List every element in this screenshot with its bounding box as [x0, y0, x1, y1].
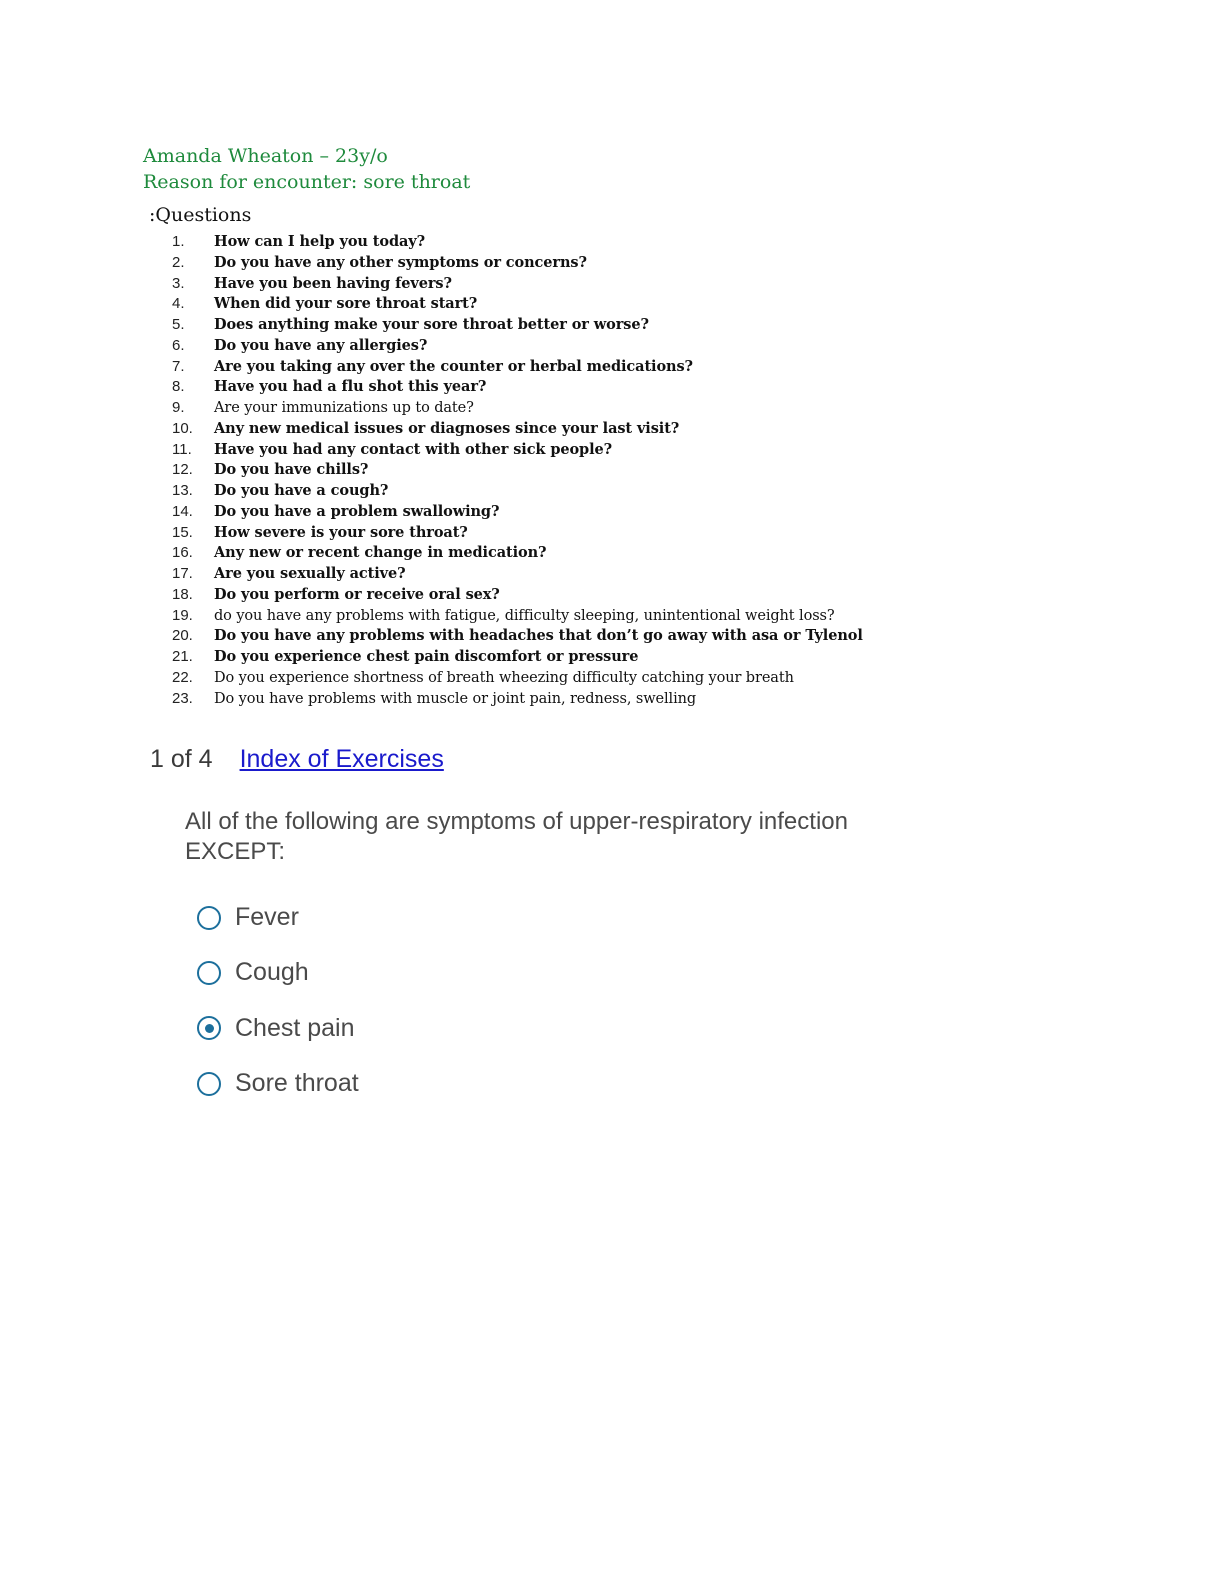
- radio-selected-icon[interactable]: [197, 1016, 221, 1040]
- question-item: [172, 606, 863, 627]
- patient-name-line: Amanda Wheaton – 23y/o: [143, 145, 388, 167]
- question-text: Do you have problems with muscle or joint pain, redness, swelling: [214, 690, 697, 707]
- question-number: 8.: [172, 378, 185, 396]
- question-item: [172, 253, 863, 274]
- question-item: [172, 585, 863, 606]
- patient-header: [143, 143, 470, 195]
- question-item: [172, 440, 863, 461]
- question-number: 16.: [172, 544, 193, 562]
- question-number: 14.: [172, 502, 193, 520]
- question-text: do you have any problems with fatigue, difficulty sleeping, unintentional weight loss?: [214, 607, 835, 624]
- answer-option-label: Chest pain: [235, 1013, 355, 1042]
- question-number: 1.: [172, 233, 185, 250]
- question-text: Are your immunizations up to date?: [214, 400, 474, 416]
- question-text: Have you been having fevers?: [214, 274, 452, 292]
- question-text: When did your sore throat start?: [214, 295, 478, 313]
- answer-option[interactable]: [197, 945, 359, 1000]
- question-number: 11.: [172, 440, 192, 458]
- question-text: Do you have a problem swallowing?: [214, 502, 500, 520]
- question-number: 23.: [172, 689, 193, 707]
- question-text: Do you have a cough?: [214, 482, 389, 499]
- question-item: [172, 523, 863, 544]
- answer-option-label: Sore throat: [235, 1069, 359, 1098]
- question-number: 15.: [172, 523, 193, 541]
- question-item: [172, 232, 863, 253]
- question-item: [172, 481, 863, 502]
- question-text: Does anything make your sore throat better or worse?: [214, 316, 649, 333]
- question-item: [172, 274, 863, 295]
- question-item: [172, 564, 863, 585]
- question-text: Do you have any problems with headaches that don’t go away with asa or Tylenol: [214, 627, 863, 645]
- question-text: Do you perform or receive oral sex?: [214, 585, 500, 603]
- answer-option[interactable]: [197, 1001, 359, 1056]
- question-number: 18.: [172, 585, 193, 603]
- question-number: 22.: [172, 668, 193, 686]
- question-item: [172, 315, 863, 336]
- questions-list: [172, 232, 863, 709]
- question-text: Are you taking any over the counter or herbal medications?: [214, 357, 693, 375]
- question-number: 19.: [172, 606, 193, 624]
- question-number: 7.: [172, 357, 185, 375]
- index-of-exercises-link[interactable]: Index of Exercises: [239, 745, 444, 773]
- question-number: 5.: [172, 316, 185, 333]
- question-number: 17.: [172, 565, 193, 582]
- question-item: [172, 294, 863, 315]
- question-number: 6.: [172, 336, 185, 354]
- answer-option-label: Cough: [235, 958, 309, 987]
- question-text: How can I help you today?: [214, 233, 426, 250]
- question-item: [172, 647, 863, 668]
- question-text: Do you have any other symptoms or concerns?: [214, 253, 587, 271]
- radio-empty-icon[interactable]: [197, 1072, 221, 1096]
- question-item: [172, 502, 863, 523]
- question-item: [172, 398, 863, 419]
- question-item: [172, 460, 863, 481]
- question-item: [172, 336, 863, 357]
- question-text: Are you sexually active?: [214, 565, 406, 582]
- question-item: [172, 626, 863, 647]
- question-item: [172, 689, 863, 710]
- question-number: 20.: [172, 627, 193, 645]
- exercise-prompt: All of the following are symptoms of upper-respiratory infection EXCEPT:: [185, 808, 848, 865]
- answer-options: [197, 890, 359, 1111]
- question-number: 2.: [172, 253, 185, 271]
- question-text: Do you experience chest pain discomfort or pressure: [214, 648, 639, 665]
- question-text: Do you experience shortness of breath wheezing difficulty catching your breath: [214, 669, 794, 686]
- encounter-reason-line: Reason for encounter: sore throat: [143, 171, 471, 193]
- question-text: How severe is your sore throat?: [214, 523, 468, 541]
- answer-option[interactable]: [197, 1056, 359, 1111]
- question-number: 21.: [172, 648, 193, 665]
- question-number: 9.: [172, 399, 185, 416]
- exercise-nav: [150, 745, 444, 774]
- radio-empty-icon[interactable]: [197, 906, 221, 930]
- exercise-counter: 1 of 4: [150, 745, 213, 773]
- question-number: 13.: [172, 482, 193, 499]
- answer-option[interactable]: [197, 890, 359, 945]
- question-number: 4.: [172, 295, 185, 313]
- questions-heading: :Questions: [149, 204, 252, 226]
- question-text: Have you had a flu shot this year?: [214, 378, 487, 396]
- question-text: Any new or recent change in medication?: [214, 544, 547, 562]
- question-text: Any new medical issues or diagnoses since your last visit?: [214, 419, 680, 437]
- question-text: Do you have chills?: [214, 461, 369, 479]
- question-number: 3.: [172, 274, 185, 292]
- radio-empty-icon[interactable]: [197, 961, 221, 985]
- question-item: [172, 419, 863, 440]
- question-number: 10.: [172, 419, 193, 437]
- question-item: [172, 357, 863, 378]
- question-text: Have you had any contact with other sick people?: [214, 440, 613, 458]
- question-text: Do you have any allergies?: [214, 336, 428, 354]
- answer-option-label: Fever: [235, 903, 299, 932]
- question-item: [172, 377, 863, 398]
- question-item: [172, 543, 863, 564]
- question-number: 12.: [172, 461, 193, 479]
- question-item: [172, 668, 863, 689]
